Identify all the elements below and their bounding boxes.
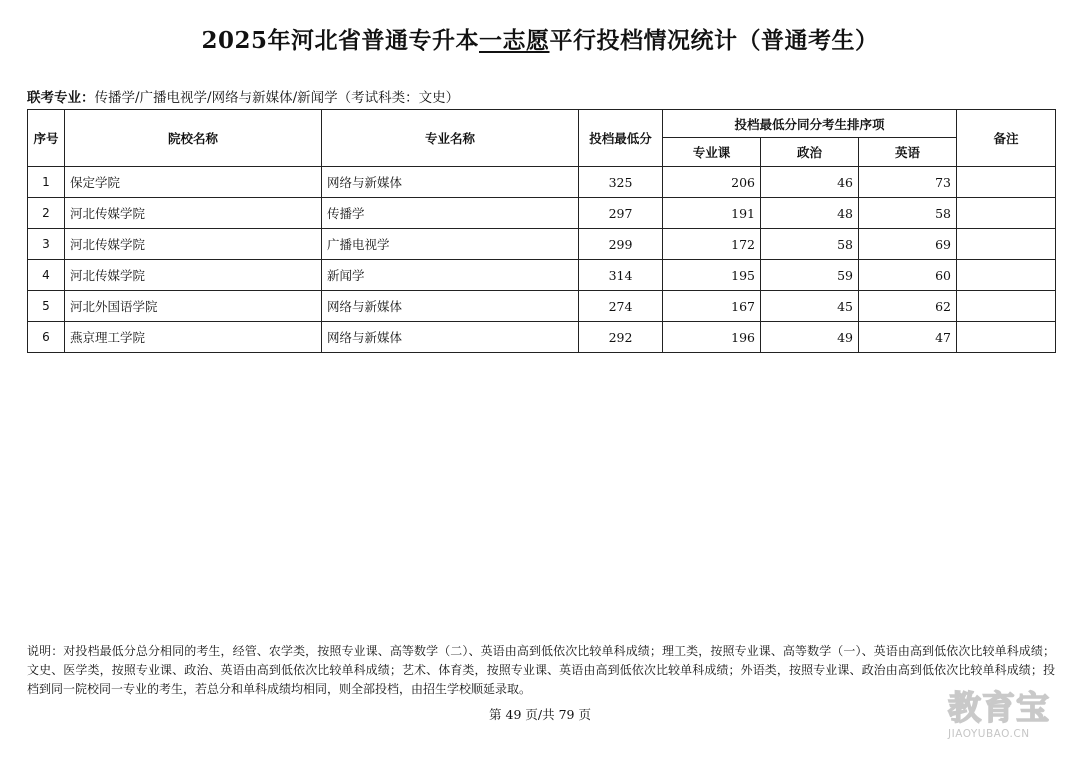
header-sub-politics: 政治 [761, 138, 859, 167]
cell-school: 河北传媒学院 [65, 260, 322, 291]
cell-major-course: 196 [663, 322, 761, 353]
table-row [28, 322, 1056, 353]
header-remark: 备注 [957, 110, 1056, 167]
page-number: 第 49 页/共 79 页 [489, 707, 591, 722]
page-title [0, 22, 1080, 55]
watermark-cn: 教育宝 [948, 688, 1050, 727]
table-row [28, 167, 1056, 198]
cell-major: 广播电视学 [322, 229, 579, 260]
watermark-logo [948, 690, 1063, 745]
cell-major: 网络与新媒体 [322, 291, 579, 322]
cell-remark [957, 167, 1056, 198]
cell-seq: 5 [28, 291, 65, 322]
cell-politics: 46 [761, 167, 859, 198]
cell-seq: 6 [28, 322, 65, 353]
table-row [28, 198, 1056, 229]
cell-remark [957, 322, 1056, 353]
cell-remark [957, 260, 1056, 291]
subject-label: 联考专业： [27, 90, 95, 106]
cell-english: 69 [859, 229, 957, 260]
cell-major-course: 195 [663, 260, 761, 291]
cell-politics: 58 [761, 229, 859, 260]
cell-politics: 59 [761, 260, 859, 291]
cell-politics: 49 [761, 322, 859, 353]
cell-min-score: 274 [579, 291, 663, 322]
cell-english: 60 [859, 260, 957, 291]
cell-major: 传播学 [322, 198, 579, 229]
cell-min-score: 299 [579, 229, 663, 260]
cell-min-score: 325 [579, 167, 663, 198]
cell-major: 新闻学 [322, 260, 579, 291]
cell-seq: 1 [28, 167, 65, 198]
header-min-score: 投档最低分 [579, 110, 663, 167]
cell-school: 河北外国语学院 [65, 291, 322, 322]
header-sub-major-course: 专业课 [663, 138, 761, 167]
cell-english: 62 [859, 291, 957, 322]
cell-major-course: 172 [663, 229, 761, 260]
cell-english: 47 [859, 322, 957, 353]
cell-major-course: 167 [663, 291, 761, 322]
cell-school: 燕京理工学院 [65, 322, 322, 353]
title-prefix: 2025年河北省普通专升本 [201, 27, 479, 54]
cell-school: 保定学院 [65, 167, 322, 198]
cell-seq: 2 [28, 198, 65, 229]
cell-seq: 3 [28, 229, 65, 260]
cell-english: 73 [859, 167, 957, 198]
cell-politics: 48 [761, 198, 859, 229]
explanation-note: 说明：对投档最低分总分相同的考生，经管、农学类，按照专业课、高等数学（二）、英语由高到低依次比较单科成绩；理工类，按照专业课、高等数学（一）、英语由高到低依次比较单科成绩；文史、医学类，按照专业课、政治、英语由高到低依次比较单科成绩；艺术、体育类，按照专业课、英语由高到低依次比较单科成绩；外语类，按照专业课、政治由高到低依次比较单科成绩；投档到同一院校同一专业的考生，若总分和单科成绩均相同，则全部投档，由招生学校顺延录取。 [27, 644, 1055, 696]
watermark-en: JIAOYUBAO.CN [948, 728, 1030, 740]
cell-major: 网络与新媒体 [322, 167, 579, 198]
admission-table [27, 109, 1056, 353]
subject-line [27, 86, 459, 106]
cell-major: 网络与新媒体 [322, 322, 579, 353]
header-seq: 序号 [28, 110, 65, 167]
cell-major-course: 191 [663, 198, 761, 229]
cell-min-score: 297 [579, 198, 663, 229]
header-sub-english: 英语 [859, 138, 957, 167]
cell-seq: 4 [28, 260, 65, 291]
table-row [28, 260, 1056, 291]
subject-value: 传播学/广播电视学/网络与新媒体/新闻学（考试科类：文史） [94, 90, 460, 106]
header-major: 专业名称 [322, 110, 579, 167]
header-school: 院校名称 [65, 110, 322, 167]
cell-remark [957, 229, 1056, 260]
cell-major-course: 206 [663, 167, 761, 198]
title-suffix: 平行投档情况统计（普通考生） [549, 27, 879, 54]
title-underlined: 一志愿 [479, 27, 550, 54]
cell-school: 河北传媒学院 [65, 198, 322, 229]
cell-politics: 45 [761, 291, 859, 322]
cell-remark [957, 291, 1056, 322]
table-row [28, 291, 1056, 322]
header-tiebreak: 投档最低分同分考生排序项 [663, 110, 957, 138]
cell-min-score: 292 [579, 322, 663, 353]
cell-english: 58 [859, 198, 957, 229]
cell-min-score: 314 [579, 260, 663, 291]
cell-school: 河北传媒学院 [65, 229, 322, 260]
table-row [28, 229, 1056, 260]
cell-remark [957, 198, 1056, 229]
